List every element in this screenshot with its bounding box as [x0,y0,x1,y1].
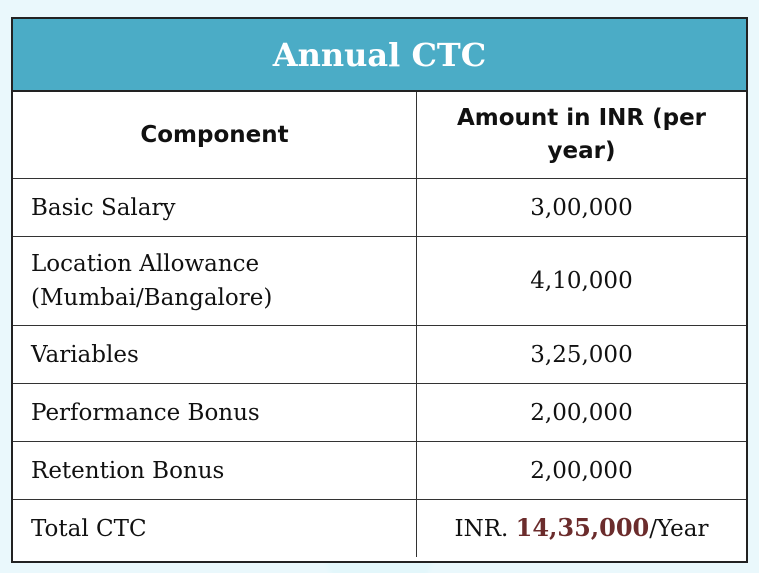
amount-cell: 3,25,000 [417,326,747,384]
table-row [13,326,746,384]
total-label: Total CTC [13,500,417,558]
total-amount [417,500,747,558]
table-row [13,384,746,442]
component-cell: Variables [13,326,417,384]
component-cell: Performance Bonus [13,384,417,442]
ctc-table [13,92,746,557]
table-row [13,179,746,237]
amount-cell: 2,00,000 [417,384,747,442]
component-cell: Basic Salary [13,179,417,237]
total-row [13,500,746,558]
total-prefix: INR. [454,516,509,542]
table-row [13,237,746,326]
amount-cell: 3,00,000 [417,179,747,237]
component-cell: Location Allowance (Mumbai/Bangalore) [13,237,417,326]
amount-cell: 2,00,000 [417,442,747,500]
ctc-table-card [11,17,748,563]
table-row [13,442,746,500]
table-title: Annual CTC [13,19,746,92]
amount-cell: 4,10,000 [417,237,747,326]
total-suffix: /Year [649,516,709,542]
header-row [13,92,746,179]
header-amount: Amount in INR (per year) [417,92,747,179]
header-component: Component [13,92,417,179]
component-cell: Retention Bonus [13,442,417,500]
total-value: 14,35,000 [515,513,650,542]
